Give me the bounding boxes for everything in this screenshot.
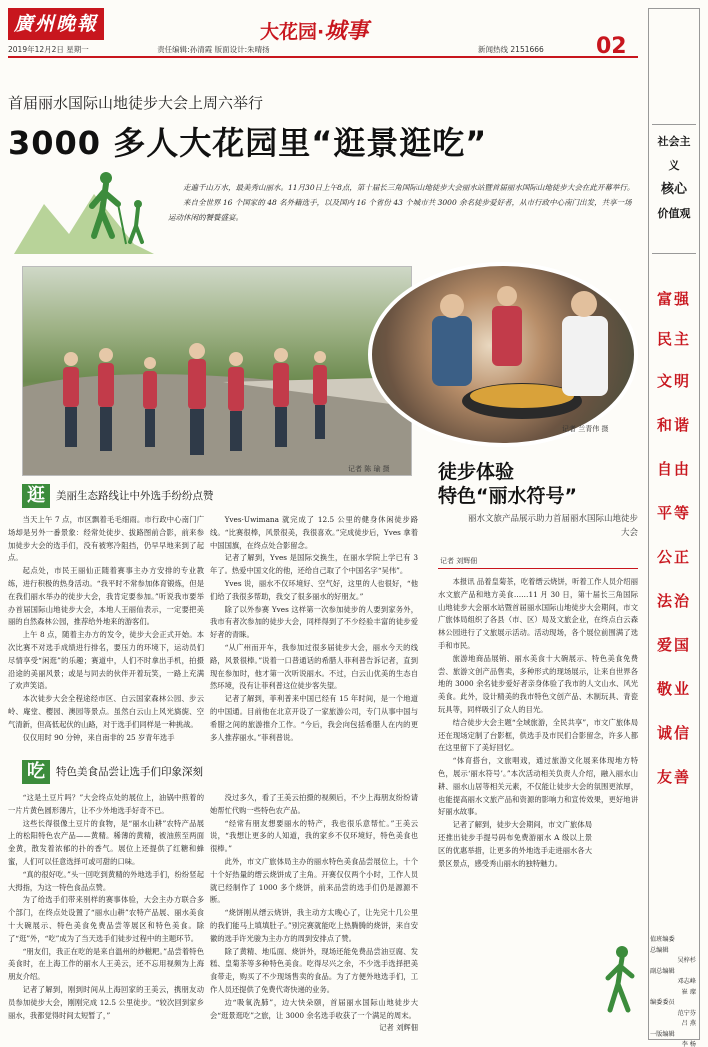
section-heading-eat bbox=[22, 760, 203, 784]
body-paragraph: “烧饼刚从缙云烧饼，我主动方太晚心了，让先完十几公里的我们能马上填填肚子。”别完赛就能吃上热腾腾的烧饼，来自安徽的选手许光骏为主办方的周到安排点了赞。 bbox=[210, 908, 418, 943]
editor-line: 副总编辑 bbox=[650, 967, 675, 975]
body-paragraph: “朋友们，我正在吃的是来自温州的炒糍粑。”品尝着特色美食时，在上海工作的丽水人王美云，还不忘用视频为上海朋友介绍。 bbox=[8, 946, 204, 982]
section-mark: 吃 bbox=[22, 760, 50, 784]
side-story-subtitle: 丽水文旅产品展示助力首届丽水国际山地徒步大会 bbox=[468, 514, 639, 538]
body-paragraph: 除了黄精、地瓜面、烧饼外，现场还能免费品尝油豆腐、发糕、皇菊茶等多种特色美食。吃得尽兴之余，不少选手选择把美食带走，购买了不少现场售卖的食品。为了方便外地选手们，工作人员还提供了免费代寄快递的业务。 bbox=[210, 946, 418, 994]
value-item: 诚信 bbox=[656, 724, 691, 742]
newspaper-logo: 廣州晚報 bbox=[8, 8, 104, 40]
body-paragraph: Yves 说，丽水不仅环境好、空气好，这里的人也很好，“他们给了我很多帮助，我交了很多丽水的好朋友。” bbox=[210, 578, 418, 601]
editor-line: 吴梓杉 bbox=[677, 957, 696, 964]
value-item: 富强 bbox=[656, 290, 691, 308]
side-story-byline: 记者 刘辉佃 bbox=[440, 557, 478, 565]
body-paragraph: 旅游地商品展销、丽水美食十大碗展示、特色美食免费尝、旅游文创产品售卖，多种形式的现场展示，让来自世界各地的 3000 余名徒步爱好者亲身体验了我市的人文山水、风光美食。此外，设计精美的我市特色文创产品、木制玩具、青瓷玩具等，同样吸引了众人的目光。 bbox=[438, 653, 638, 714]
editor-line: 邓志峰 bbox=[677, 978, 696, 985]
section-mark: 逛 bbox=[22, 484, 50, 508]
body-paragraph: “真的很好吃。”头一回吃到黄精的外地选手们，纷纷竖起大拇指，为这一特色食品点赞。 bbox=[8, 869, 204, 892]
article-headline: 3000 多人大花园里“逛景逛吃” bbox=[8, 124, 488, 162]
value-item: 爱国 bbox=[656, 636, 691, 654]
editor-line: 李 杨 bbox=[681, 1041, 696, 1047]
side-title-line-1: 徒步体验 bbox=[438, 461, 515, 483]
value-item: 文明 bbox=[656, 372, 691, 390]
body-paragraph: 此外，市文广旅体局主办的丽水特色美食品尝展位上，十个十个好热量的缙云烧饼成了主角。开赛仅仅两个小时，工作人员就已经制作了 1000 多个烧饼，前来品尝的选手们仍是源源不断。 bbox=[210, 856, 418, 905]
lead-paragraph: 走遍千山万水，最美秀山丽水。11月30日上午8点，第十届长三角国际山地徒步大会丽水站暨首届丽水国际山地徒步大会在此开幕举行。 bbox=[183, 183, 635, 192]
body-paragraph: 上午 8 点，随着主办方的发令，徒步大会正式开始。本次比赛不对选手成绩进行排名，要压力的环境下，运动员们尽情享受“闲逛”的乐趣；赛道中，人们不时拿出手机，拍摄沿途的美丽风景；或是与同去的伙伴开着玩笑，一路上充满了欢声笑语。 bbox=[8, 630, 204, 691]
section-title: 特色美食品尝让选手们印象深刻 bbox=[56, 766, 203, 778]
editor-credit: 责任编辑:孙清霞 版面设计:朱晴扬 bbox=[157, 45, 270, 54]
duty-editors bbox=[650, 935, 696, 1047]
value-item: 平等 bbox=[656, 504, 691, 522]
editor-line: 总编辑 bbox=[650, 946, 669, 954]
body-column bbox=[210, 514, 418, 744]
body-paragraph: “这是土豆片吗？”大会终点处的展位上，油锅中煎着的一片片黄色圆形薄片，让不少外地选手好奇不已。 bbox=[8, 793, 204, 815]
value-item: 敬业 bbox=[656, 680, 691, 698]
hiker-illustration bbox=[14, 164, 154, 254]
body-paragraph: “经常有朋友想要丽水的特产，我也很乐意帮忙。”王美云说，“我想让更多的人知道，我的家乡不仅环境好，特色美食也很棒。” bbox=[210, 818, 418, 854]
value-item: 法治 bbox=[656, 592, 691, 610]
page-number: 02 bbox=[596, 34, 627, 59]
body-paragraph: 没过多久，看了王美云拍摄的视频后，不少上海朋友纷纷请她帮忙代购一些特色农产品。 bbox=[210, 793, 418, 815]
side-title-line-2: 特色“丽水符号” bbox=[438, 485, 577, 507]
body-column bbox=[8, 792, 204, 1022]
section-title: 美丽生态路线让中外选手纷纷点赞 bbox=[56, 490, 214, 502]
core-title-line-3: 价值观 bbox=[657, 207, 691, 220]
value-item: 和谐 bbox=[656, 416, 691, 434]
body-paragraph: 这些长得很像土豆片的食物，是“丽水山耕”农特产品展上的松阳特色农产品——黄精。稀薄的黄精，被油煎至两面金黄，散发着浓郁的扑的香气。展位上还提供了红糖和蜂蜜，人们可以任意选择可或可甜的口味。 bbox=[8, 818, 204, 866]
article-lead bbox=[168, 180, 638, 225]
section-title-b: 城事 bbox=[324, 19, 369, 44]
body-paragraph: 本次徒步大会全程途经市区、白云国家森林公园、步云岭、庵堂、樱园、澳园等景点。虽然白云山上风光旖旎、空气清新，但高低起伏的山路，对于选手们同样是一种挑战。 bbox=[8, 694, 204, 729]
side-divider bbox=[438, 568, 638, 569]
editor-line: 值班编委 bbox=[650, 936, 675, 943]
core-title-line-1: 社会主义 bbox=[657, 135, 691, 172]
body-column bbox=[210, 792, 418, 1035]
value-item: 民主 bbox=[656, 330, 691, 348]
food-stall-photo bbox=[368, 262, 638, 447]
issue-date: 2019年12月2日 星期一 bbox=[8, 45, 89, 54]
editor-line: 编委委员 bbox=[650, 999, 675, 1006]
editor-line: 范宁芬 bbox=[677, 1009, 696, 1017]
body-paragraph: 结合徒步大会主题“全域旅游，全民共享”，市文广旅体局还在现场定制了台影框，供选手及市民们合影留念，许多人都在这里留下了美好回忆。 bbox=[438, 717, 638, 753]
lead-paragraph: 来自全世界 16 个国家的 48 名外籍选手，以及国内 16 个省份 43 个城市共 3000 余名徒步爱好者，从市行政中心南门出发，共享一场运动休闲的饕餮盛宴。 bbox=[168, 198, 632, 222]
editor-line: 一版编辑 bbox=[650, 1030, 675, 1038]
core-values-title bbox=[654, 130, 694, 226]
body-paragraph: 记者了解到，菲利普来中国已经有 15 年时间，是一个地道的中国通。目前他在北京开设了一家旅游公司，专门从事中国与希腊之间的旅游推介工作。“今后，我会向包括希腊人在内的更多人推荐丽水。”菲利普说。 bbox=[210, 694, 418, 742]
value-item: 公正 bbox=[656, 548, 691, 566]
editor-line: 吕 燕 bbox=[681, 1020, 696, 1027]
body-paragraph: 本报讯 品着皇菊茶，吃着缙云烧饼，听着工作人员介绍丽水文旅产品和地方美食……11 月 30 日，第十届长三角国际山地徒步大会丽水站暨首届丽水国际山地徒步大会期间，市文广旅体局组织了各县（市、区）局及文旅企业，在终点白云森林公园进行了文旅展示活动。活动现场，各个展位前围满了选手和市民。 bbox=[438, 577, 638, 650]
hikers-photo bbox=[22, 266, 412, 476]
byline: 记者 刘辉佃 bbox=[379, 1023, 418, 1033]
body-paragraph: 记者了解到，Yves 是国际交换生，在丽水学院上学已有 3 年了。热爱中国文化的他，还给自己取了个中国名字“吴伟”。 bbox=[210, 553, 418, 576]
meta-line bbox=[8, 44, 638, 58]
body-paragraph: “从广州而开车，我参加过很多届徒步大会，丽水今天的线路，风景很棒。”说着一口普通话的希腊人菲利普告诉记者，直到现在参加时，他才第一次听说丽水。不过，白云山优美的生态自然环境，没有让菲利普这位徒步客失望。 bbox=[210, 642, 418, 691]
side-story-body bbox=[438, 576, 638, 870]
section-title-a: 大花园· bbox=[260, 21, 325, 43]
body-paragraph: 记者了解到，刚到时间从上海回家的王美云，携朋友动员参加徒步大会，刚刚完成 12.5 公里徒步。“较次回到家乡丽水，我都觉得时间太短暂了，” bbox=[8, 984, 204, 1020]
news-hotline: 新闻热线 2151666 bbox=[478, 45, 544, 54]
side-story-title bbox=[438, 460, 577, 508]
section-title bbox=[260, 14, 368, 45]
body-column bbox=[8, 514, 204, 744]
core-title-line-2: 核心 bbox=[660, 182, 687, 197]
hiker-footer-icon bbox=[600, 940, 640, 1020]
body-paragraph: Yves·Uwimana 就完成了 12.5 公里的健身休闲徒步路线。“比赛很棒，风景很美，我很喜欢。”完成徒步后，Yves 拿着中国国旗，在终点处合影留念。 bbox=[210, 515, 418, 550]
section-heading-stroll bbox=[22, 484, 214, 508]
value-item: 友善 bbox=[656, 768, 691, 786]
editor-line: 崔 璨 bbox=[681, 988, 696, 996]
body-paragraph: 为了给选手们带来别样的赛事体验，大会主办方联合多个部门，在终点处设置了“丽水山耕”农特产品展、丽水美食十大碗展示、特色美食免费品尝等展区和特色美食。除了“逛”外，“吃”成为了当天选手们徒步过程中的主题环节。 bbox=[8, 895, 204, 943]
article-kicker: 首届丽水国际山地徒步大会上周六举行 bbox=[8, 94, 264, 112]
body-paragraph: “体育搭台，文旅唱戏，通过旅游文化展来体现地方特色，展示‘丽水符号’。”本次活动相关负责人介绍，融入丽水山耕、丽水山居等相关元素，不仅能让徒步大会的氛围更浓厚，也能提高丽水文旅产品和资源的影响力和宣传效果，更好地讲好丽水故事。 bbox=[438, 756, 638, 817]
body-paragraph: 边“吸氧洗肺”，边大快朵颐，首届丽水国际山地徒步大会“逛景逛吃”之旅，让 3000 余名选手收获了一个满足的周末。 bbox=[210, 997, 418, 1020]
body-paragraph: 除了以外参赛 Yves 这样第一次参加徒步的人要到家务外，我市有者次参加的徒步大会，同样得到了不少经验丰富的徒步爱好者的青睐。 bbox=[210, 604, 418, 640]
body-paragraph: 起点处，市民王丽仙正随着赛事主办方安排的专业教练，进行积极的热身活动。“我平时不常参加体育锻炼，但是在我们丽水举办的徒步大会，我肯定要参加。”听说我市要举办首届国际山地徒步大会，本地人王丽仙表示，一定要把美丽的自然森林公园，推荐给外地来的游客们。 bbox=[8, 566, 204, 627]
body-paragraph: 仅仅用时 90 分钟，来自南非的 25 岁青年选手 bbox=[22, 732, 175, 742]
main-photo-credit: 记者 陈 瑜 摄 bbox=[348, 465, 390, 473]
circle-photo-credit: 记者 兰青伟 摄 bbox=[562, 425, 609, 433]
value-item: 自由 bbox=[656, 460, 691, 478]
body-paragraph: 记者了解到，徒步大会期间，市文广旅体局还推出徒步手提号码布免费游丽水 A 级以上景区的优惠举措，让更多的外地选手走进丽水各大景区景点，感受秀山丽水的独特魅力。 bbox=[438, 820, 592, 868]
body-paragraph: 当天上午 7 点，市区飘着毛毛细雨。市行政中心南门广场却是另外一番景象：经常处徒步、拔路图前合影，前来参加徒步大会的选手们，没有被寒冷阻挡，仍早早地来到了起点。 bbox=[8, 515, 204, 563]
